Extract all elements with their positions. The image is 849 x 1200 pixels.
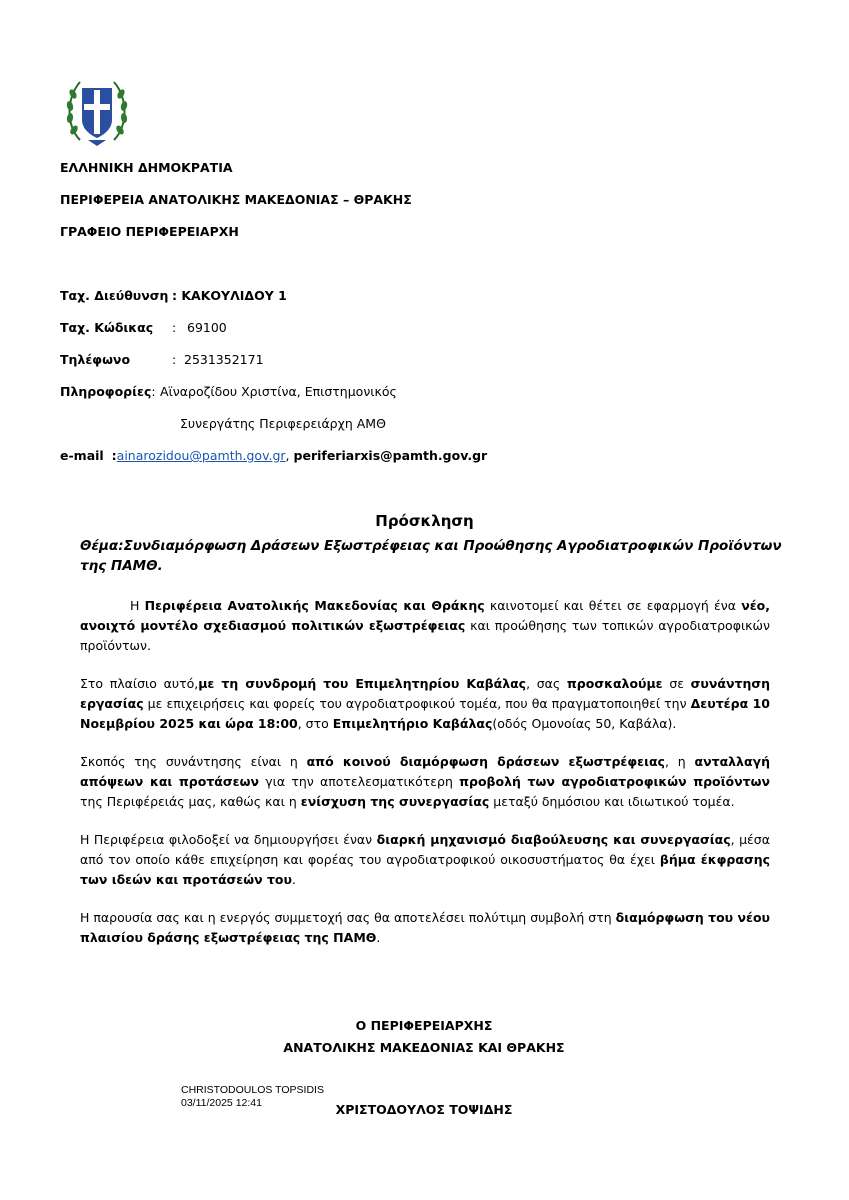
- p4-bold-2: βήμα έκφρασης των ιδεών και προτάσεών του: [80, 852, 771, 887]
- signature-role-2: ΑΝΑΤΟΛΙΚΗΣ ΜΑΚΕΔΟΝΙΑΣ ΚΑΙ ΘΡΑΚΗΣ: [283, 1040, 565, 1055]
- p2-text-2: , σας: [526, 676, 567, 691]
- info-row: [60, 384, 156, 399]
- phone-separator: :: [172, 352, 177, 367]
- postcode-value: 69100: [187, 320, 227, 335]
- postcode-label: Ταχ. Κώδικας: [60, 320, 154, 335]
- p3-text-3: για την αποτελεσματικότερη: [258, 774, 460, 789]
- p3-text-4: της Περιφέρειάς μας, καθώς και η: [80, 794, 301, 809]
- p1-text-1: Η: [130, 598, 145, 613]
- signature-role-1: Ο ΠΕΡΙΦΕΡΕΙΑΡΧΗΣ: [355, 1018, 493, 1033]
- p5-text-1: Η παρουσία σας και η ενεργός συμμετοχή σας θα αποτελέσει πολύτιμη συμβολή στη: [80, 910, 616, 925]
- p2-text-1: Στο πλαίσιο αυτό,: [80, 676, 199, 691]
- paragraph-1: [80, 596, 770, 656]
- p2-text-6: (οδός Ομονοίας 50, Καβάλα).: [492, 716, 677, 731]
- phone-label: Τηλέφωνο: [60, 352, 131, 367]
- header-region: ΠΕΡΙΦΕΡΕΙΑ ΑΝΑΤΟΛΙΚΗΣ ΜΑΚΕΔΟΝΙΑΣ – ΘΡΑΚΗΣ: [60, 192, 412, 207]
- p2-bold-4: Δευτέρα 10 Νοεμβρίου 2025 και ώρα 18:00: [80, 696, 770, 731]
- digital-signature-name: CHRISTODOULOS TOPSIDIS: [181, 1084, 324, 1096]
- postcode-separator: :: [172, 320, 177, 335]
- p4-bold-1: διαρκή μηχανισμό διαβούλευσης και συνεργασίας: [376, 832, 731, 847]
- p4-text-2: , μέσα από τον οποίο κάθε επιχείρηση και φορέας του αγροδιατροφικού οικοσυστήματος θα έχει: [80, 832, 770, 867]
- p2-text-4: με επιχειρήσεις και φορείς του αγροδιατροφικού τομέα, που θα πραγματοποιηθεί την: [143, 696, 691, 711]
- p1-text-3: και προώθησης των τοπικών αγροδιατροφικών προϊόντων.: [80, 618, 770, 653]
- p3-text-5: μεταξύ δημόσιου και ιδιωτικού τομέα.: [489, 794, 735, 809]
- p3-bold-3: προβολή των αγροδιατροφικών προϊόντων: [459, 774, 770, 789]
- info-value-line2: Συνεργάτης Περιφερειάρχη ΑΜΘ: [180, 416, 386, 431]
- p3-bold-1: από κοινού διαμόρφωση δράσεων εξωστρέφειας: [306, 754, 665, 769]
- email-row: [60, 448, 487, 463]
- p2-bold-5: Επιμελητήριο Καβάλας: [332, 716, 493, 731]
- p1-bold-1: Περιφέρεια Ανατολικής Μακεδονίας και Θράκης: [144, 598, 485, 613]
- p2-text-3: σε: [662, 676, 691, 691]
- p5-text-2: .: [376, 930, 381, 945]
- p3-bold-4: ενίσχυση της συνεργασίας: [300, 794, 490, 809]
- email-separator: :: [111, 448, 117, 463]
- p2-text-5: , στο: [297, 716, 333, 731]
- address-row: [60, 288, 168, 303]
- paragraph-2: [80, 674, 770, 734]
- header-republic: ΕΛΛΗΝΙΚΗ ΔΗΜΟΚΡΑΤΙΑ: [60, 160, 233, 175]
- paragraph-5: [80, 908, 770, 948]
- header-office: ΓΡΑΦΕΙΟ ΠΕΡΙΦΕΡΕΙΑΡΧΗ: [60, 224, 239, 239]
- p3-text-1: Σκοπός της συνάντησης είναι η: [80, 754, 307, 769]
- address-value: : ΚΑΚΟΥΛΙΔΟΥ 1: [172, 288, 287, 303]
- subject-line2: της ΠΑΜΘ.: [80, 558, 163, 574]
- p2-bold-2: προσκαλούμε: [566, 676, 663, 691]
- email-periferiarxis: periferiarxis@pamth.gov.gr: [293, 448, 488, 463]
- email-label: e-mail: [60, 448, 104, 463]
- paragraph-3: [80, 752, 770, 812]
- signatory-name: ΧΡΙΣΤΟΔΟΥΛΟΣ ΤΟΨΙΔΗΣ: [335, 1102, 513, 1117]
- p3-text-2: , η: [664, 754, 695, 769]
- paragraph-4: [80, 830, 770, 890]
- email-comma: ,: [285, 448, 290, 463]
- email-link-ainarozidou[interactable]: ainarozidou@pamth.gov.gr: [116, 448, 286, 463]
- p1-bold-2: νέο, ανοιχτό μοντέλο σχεδιασμού πολιτικών εξωστρέφειας: [80, 598, 771, 633]
- p1-text-2: καινοτομεί και θέτει σε εφαρμογή ένα: [484, 598, 742, 613]
- p2-bold-3: συνάντηση εργασίας: [80, 676, 770, 711]
- p2-bold-1: με τη συνδρομή του Επιμελητηρίου Καβάλας: [198, 676, 527, 691]
- p5-bold-1: διαμόρφωση του νέου πλαισίου δράσης εξωστρέφειας της ΠΑΜΘ: [80, 910, 770, 945]
- info-label: Πληροφορίες: [60, 384, 152, 399]
- subject-line1: Θέμα:Συνδιαμόρφωση Δράσεων Εξωστρέφειας και Προώθησης Αγροδιατροφικών Προϊόντων: [80, 538, 782, 554]
- greek-state-emblem-icon: [64, 74, 130, 148]
- invitation-title: Πρόσκληση: [375, 512, 474, 530]
- address-label: Ταχ. Διεύθυνση: [60, 288, 169, 303]
- p4-text-1: Η Περιφέρεια φιλοδοξεί να δημιουργήσει έναν: [80, 832, 377, 847]
- digital-signature-date: 03/11/2025 12:41: [181, 1097, 262, 1109]
- info-separator: :: [151, 384, 156, 399]
- phone-value: 2531352171: [184, 352, 264, 367]
- info-value-line1: Αϊναροζίδου Χριστίνα, Επιστημονικός: [160, 384, 397, 399]
- p4-text-3: .: [291, 872, 296, 887]
- p3-bold-2: ανταλλαγή απόψεων και προτάσεων: [80, 754, 770, 789]
